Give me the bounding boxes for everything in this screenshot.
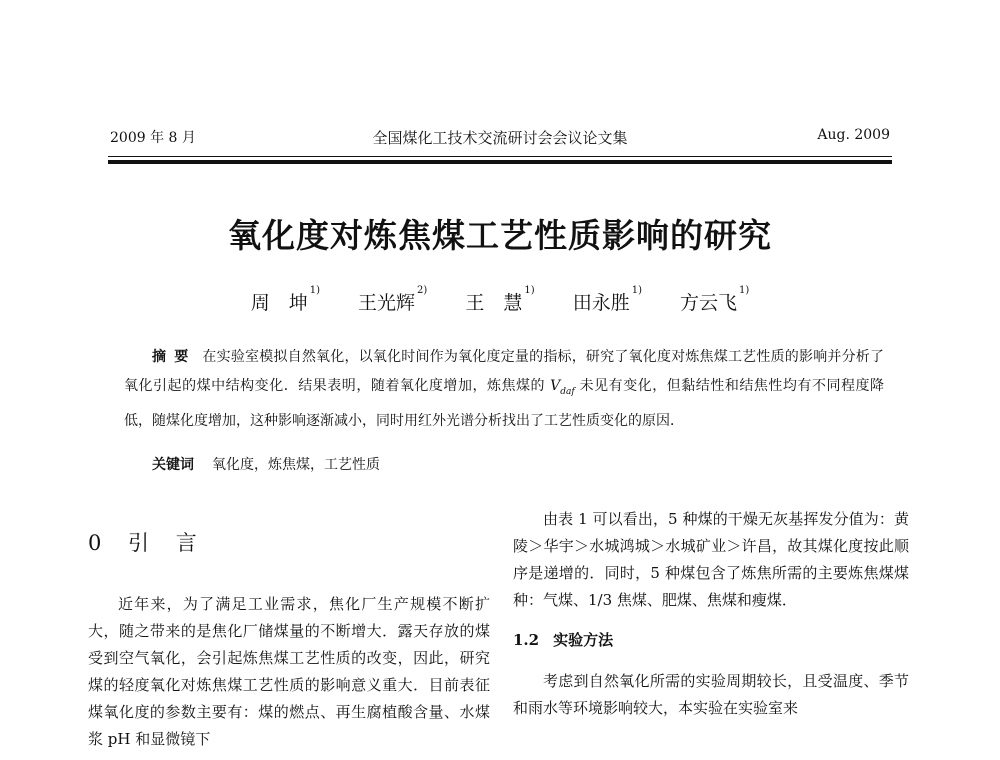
author-list [0,285,1000,315]
author: 王 慧$^{1)}$ [465,285,535,314]
results-paragraph: 由表 1 可以看出，5 种煤的干燥无灰基挥发分值为：黄陵＞华宇＞水城鸿城＞水城矿业＞许昌，故其煤化度按此顺序是递增的．同时，5 种煤包含了炼焦所需的主要炼焦煤煤种：气煤、1/3 焦煤、肥煤、焦煤和瘦煤． [513,510,909,609]
author: 王光辉$^{2)}$ [358,285,428,314]
abstract-text-2: 未见有变化，但黏结性和结焦性均有不同程度降低，随煤化度增加，这种影响逐渐减小，同时用红外光谱分析找出了工艺性质变化的原因． [124,378,885,429]
header-date-en: Aug. 2009 [817,127,890,143]
header-journal: 全国煤化工技术交流研讨会会议论文集 [372,129,628,147]
abstract-label: 摘要 [152,349,197,365]
header-rule-thick [108,160,892,164]
header-date-cn: 2009 年 8 月 [110,130,196,146]
method-paragraph: 考虑到自然氧化所需的实验周期较长，且受温度、季节和雨水等环境影响较大，本实验在实验室来 [513,672,909,717]
keywords-label: 关键词 [152,457,194,473]
keywords-text: 氧化度，炼焦煤，工艺性质 [212,457,380,473]
author: 方云飞$^{1)}$ [680,285,750,314]
header-rule-thin [108,156,892,157]
keywords [152,454,380,474]
subsection-number: 1.2 [513,631,540,649]
vdaf-symbol: $V_{daf}$ [550,378,575,397]
subsection-heading [513,627,909,654]
right-column [513,506,909,722]
subsection-title: 实验方法 [553,631,614,649]
left-column [88,530,490,753]
abstract [124,343,884,436]
introduction-paragraph: 近年来，为了满足工业需求，焦化厂生产规模不断扩大，随之带来的是焦化厂储煤量的不断增大．露天存放的煤受到空气氧化，会引起炼焦煤工艺性质的改变，因此，研究煤的轻度氧化对炼焦煤工艺性质的影响意义重大．目前表征煤氧化度的参数主要有：煤的燃点、再生腐植酸含量、水煤浆 pH 和显微镜下 [88,595,490,748]
author: 周 坤$^{1)}$ [250,285,320,314]
running-header [110,127,890,149]
author: 田永胜$^{1)}$ [572,285,642,314]
section-title-introduction: 0 引 言 [88,531,207,555]
paper-title: 氧化度对炼焦煤工艺性质影响的研究 [228,216,772,255]
abstract-text-1: 在实验室模拟自然氧化，以氧化时间作为氧化度定量的指标，研究了氧化度对炼焦煤工艺性质的影响并分析了氧化引起的煤中结构变化．结果表明，随着氧化度增加，炼焦煤的 [124,349,885,394]
